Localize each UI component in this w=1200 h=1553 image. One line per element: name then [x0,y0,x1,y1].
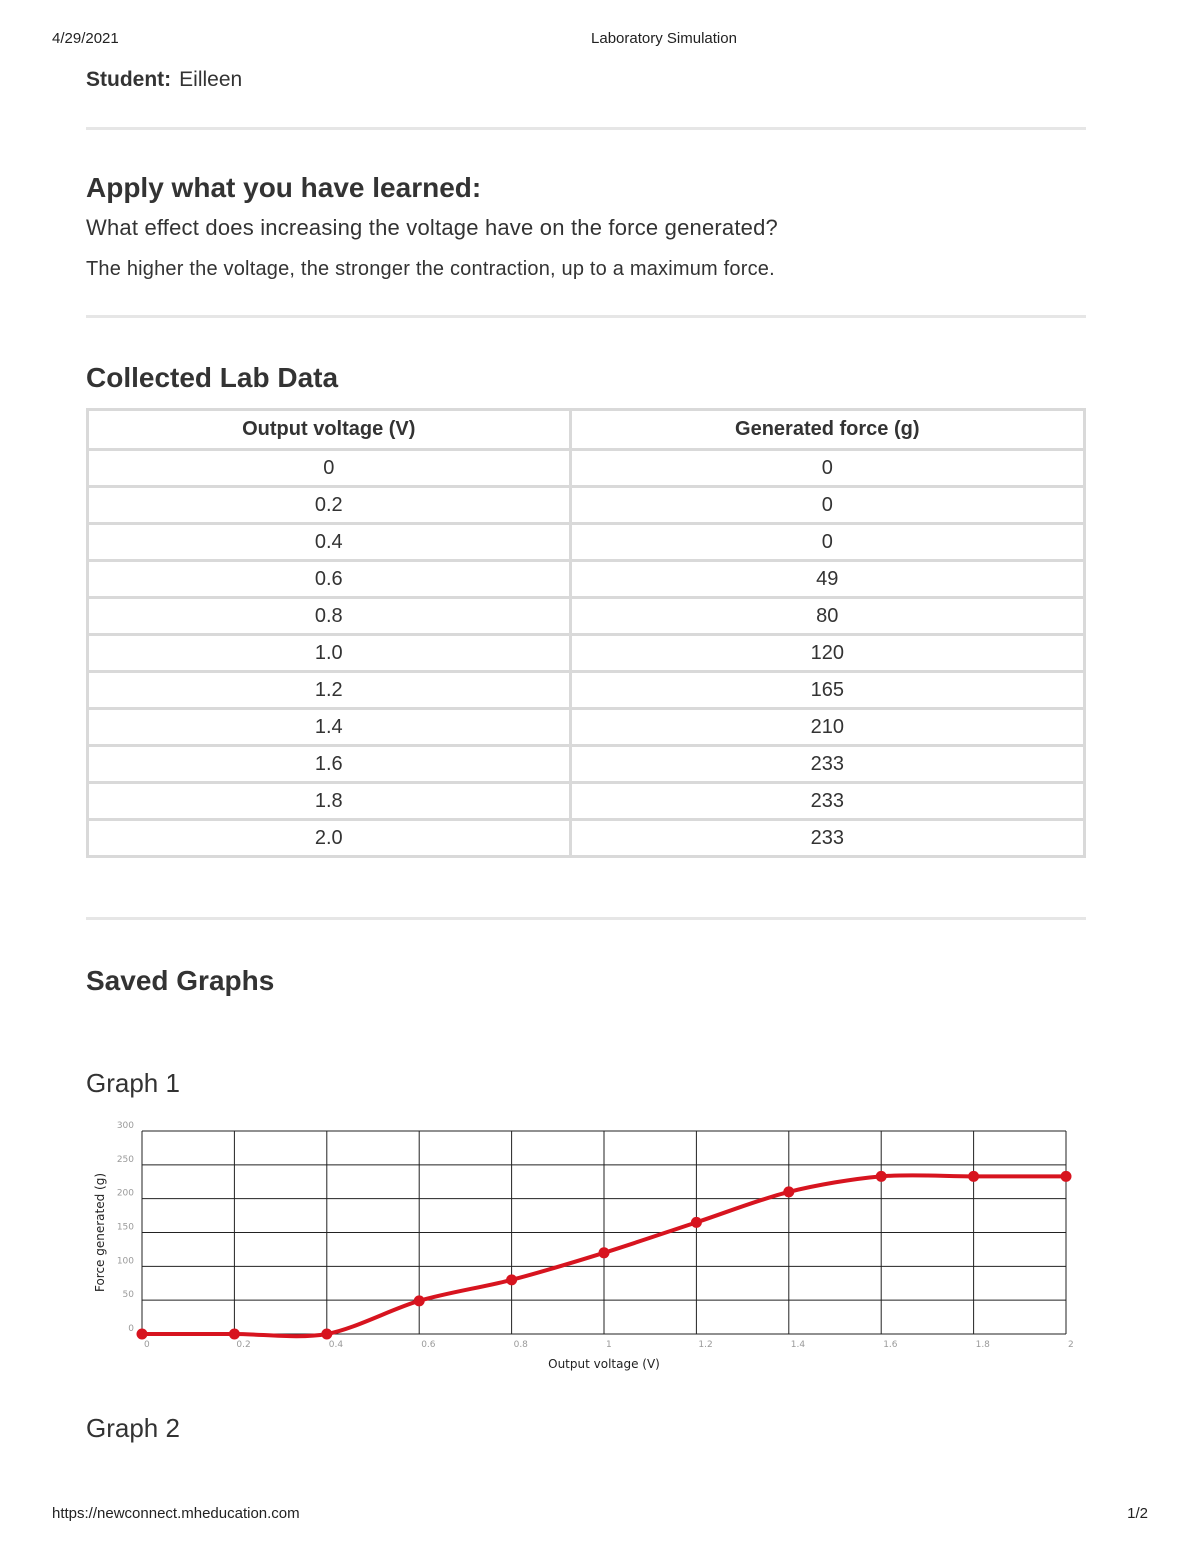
saved-graphs-heading: Saved Graphs [86,965,275,996]
force-cell: 0 [570,450,1084,487]
student-label: Student: [86,68,172,91]
y-tick-label: 100 [116,1256,134,1267]
y-tick-label: 0 [128,1324,134,1334]
divider [86,127,1086,130]
table-row [88,487,1085,524]
data-point [691,1217,702,1228]
table-row [88,746,1085,783]
apply-heading: Apply what you have learned: [86,172,482,203]
voltage-cell: 0.4 [88,524,571,561]
data-point [599,1247,610,1258]
y-tick-label: 250 [116,1154,134,1165]
force-cell: 233 [570,783,1084,820]
x-tick-label: 0.4 [328,1340,344,1350]
data-point [414,1295,425,1306]
force-cell: 0 [570,524,1084,561]
voltage-cell: 1.6 [88,746,571,783]
force-cell: 233 [570,746,1084,783]
graph-2-label: Graph 2 [86,1413,180,1443]
voltage-cell: 2.0 [88,820,571,857]
force-cell: 233 [570,820,1084,857]
table-row [88,672,1085,709]
x-axis-title: Output voltage (V) [548,1357,660,1371]
table-row [88,709,1085,746]
x-tick-label: 1.4 [790,1340,806,1350]
x-tick-label: 0 [144,1340,150,1350]
voltage-cell: 1.8 [88,783,571,820]
voltage-cell: 1.2 [88,672,571,709]
voltage-cell: 0.6 [88,561,571,598]
data-point [229,1329,240,1340]
force-cell: 210 [570,709,1084,746]
x-tick-label: 1 [606,1340,612,1350]
force-cell: 80 [570,598,1084,635]
data-point [876,1171,887,1182]
column-header-voltage: Output voltage (V) [88,410,571,450]
x-tick-label: 0.6 [421,1340,436,1350]
force-cell: 0 [570,487,1084,524]
voltage-cell: 0 [88,450,571,487]
student-name: Eilleen [179,68,243,91]
x-tick-label: 1.2 [698,1340,713,1350]
y-tick-label: 300 [116,1121,134,1131]
divider [86,917,1086,920]
y-tick-label: 50 [122,1290,134,1301]
lab-data-table [86,408,1086,858]
table-row [88,635,1085,672]
x-tick-label: 0.8 [513,1340,528,1350]
table-row [88,783,1085,820]
table-row [88,561,1085,598]
divider [86,315,1086,318]
data-point [1061,1171,1072,1182]
y-tick-label: 150 [116,1222,134,1233]
table-row [88,450,1085,487]
voltage-cell: 0.8 [88,598,571,635]
data-point [968,1171,979,1182]
page-number: 1/2 [1127,1505,1148,1522]
voltage-cell: 1.0 [88,635,571,672]
student-line [86,68,242,92]
x-tick-label: 1.8 [975,1340,990,1350]
force-cell: 120 [570,635,1084,672]
data-point [783,1186,794,1197]
data-point [137,1329,148,1340]
question-text: What effect does increasing the voltage have on the force generated? [86,215,778,240]
voltage-cell: 1.4 [88,709,571,746]
x-tick-label: 0.2 [236,1340,251,1350]
graph-1-label: Graph 1 [86,1068,180,1098]
column-header-force: Generated force (g) [570,410,1084,450]
y-tick-label: 200 [116,1188,134,1199]
print-date: 4/29/2021 [52,30,119,47]
table-row [88,598,1085,635]
x-tick-label: 2 [1068,1340,1074,1350]
force-cell: 165 [570,672,1084,709]
force-cell: 49 [570,561,1084,598]
force-voltage-chart [86,1116,1086,1381]
page-url: https://newconnect.mheducation.com [52,1505,300,1522]
lab-data-heading: Collected Lab Data [86,362,339,393]
data-point [321,1329,332,1340]
table-row [88,524,1085,561]
answer-text: The higher the voltage, the stronger the contraction, up to a maximum force. [86,258,775,280]
print-title: Laboratory Simulation [591,30,737,47]
table-header-row [88,410,1085,450]
x-tick-label: 1.6 [883,1340,898,1350]
y-axis-title: Force generated (g) [93,1172,107,1293]
data-point [506,1274,517,1285]
voltage-cell: 0.2 [88,487,571,524]
table-row [88,820,1085,857]
